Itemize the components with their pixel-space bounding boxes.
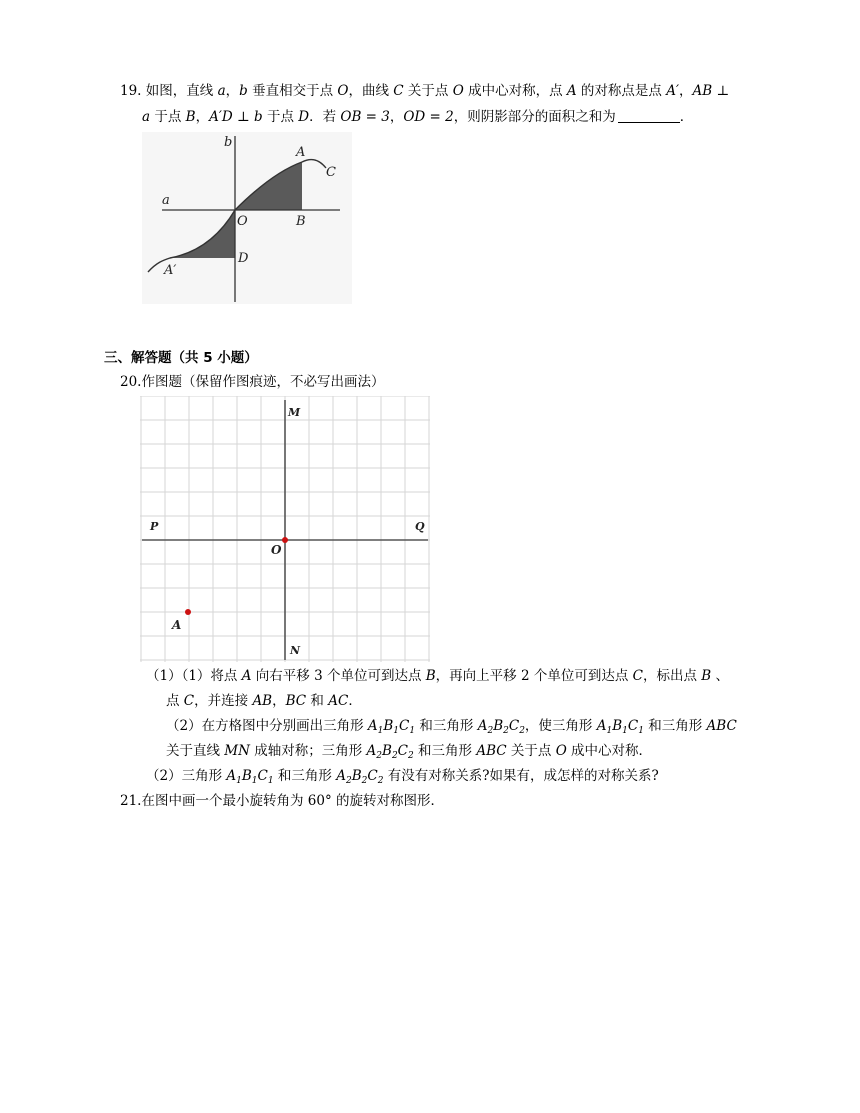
label-C: C — [326, 165, 336, 180]
q20-number: 20. — [120, 374, 142, 390]
q20-title: 20.作图题（保留作图痕迹，不必写出画法） — [120, 374, 385, 390]
triangle-a1b1c1: $A_1B_1C_1$ — [367, 718, 416, 736]
q19-line-1: 19. 如图，直线 a，b 垂直相交于点 O，曲线 C 关于点 O 成中心对称，点 A 的对称点是点 A′，AB ⊥ — [120, 83, 730, 99]
label-A: A — [172, 618, 182, 632]
section-heading: 三、解答题（共 5 小题） — [104, 350, 258, 366]
q21-number: 21. — [120, 793, 142, 809]
q20-part1-line1: （1）（1）将点 A 向右平移 3 个单位可到达点 B，再向上平移 2 个单位可到达点 C，标出点 B 、 — [146, 668, 729, 684]
triangle-a2b2c2: $A_2B_2C_2$ — [477, 718, 525, 736]
q20-part1-line2: 点 C，并连接 AB，BC 和 AC． — [166, 693, 362, 709]
q20-question2: （2）三角形 $A_1B_1C_1$ 和三角形 $A_2B_2C_2$ 有没有对称关系?如果有，成怎样的对称关系? — [146, 768, 659, 786]
q20-part2-line2: 关于直线 MN 成轴对称；三角形 $A_2B_2C_2$ 和三角形 ABC 关于点 O 成中心对称． — [166, 743, 653, 761]
label-A: A — [296, 145, 306, 160]
label-O: O — [271, 543, 282, 557]
q20-part2-line1: （2）在方格图中分别画出三角形 $A_1B_1C_1$ 和三角形 $A_2B_2C_2$，使三角形 $A_1B_1C_1$ 和三角形 ABC — [166, 718, 737, 736]
q20-grid-figure — [140, 396, 430, 662]
label-D: D — [238, 251, 249, 266]
point-a — [185, 609, 191, 615]
label-O: O — [237, 214, 248, 229]
label-N: N — [290, 644, 301, 657]
label-Q: Q — [415, 520, 425, 533]
label-B: B — [296, 214, 306, 229]
label-Aprime: A′ — [164, 263, 177, 278]
label-b: b — [224, 135, 233, 150]
answer-blank[interactable] — [618, 108, 680, 123]
q19-number: 19. — [120, 83, 142, 99]
point-o — [282, 537, 288, 543]
q19-figure — [142, 132, 352, 304]
q21-line: 21.在图中画一个最小旋转角为 60° 的旋转对称图形． — [120, 793, 445, 809]
q19-line-2: a 于点 B，A′D ⊥ b 于点 D．若 OB = 3，OD = 2，则阴影部分的面积之和为 ． — [142, 109, 694, 125]
label-a: a — [162, 193, 170, 208]
label-P: P — [150, 520, 159, 533]
label-M: M — [288, 406, 301, 419]
